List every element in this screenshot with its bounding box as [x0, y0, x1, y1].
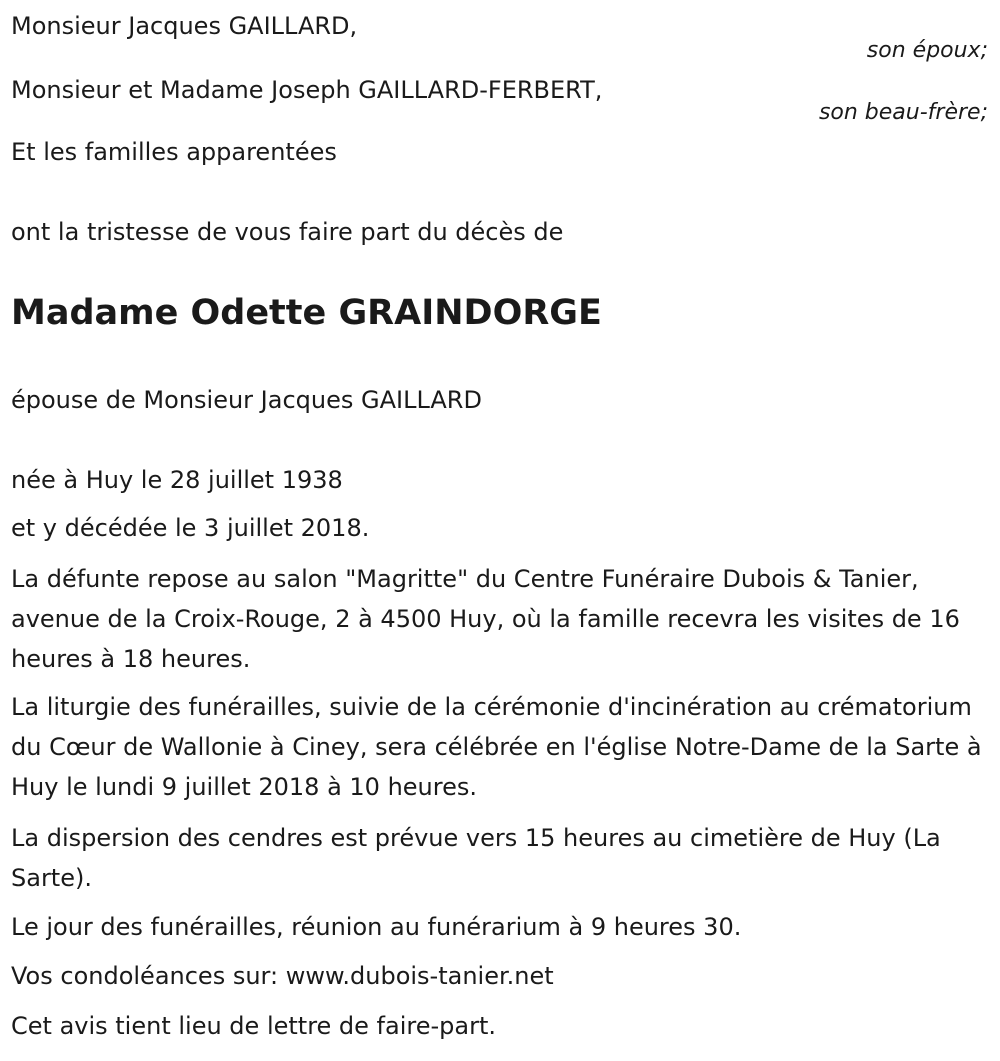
closing-paragraph: Cet avis tient lieu de lettre de faire-part.: [11, 1012, 496, 1040]
related-families: Et les familles apparentées: [11, 138, 337, 166]
condolences-paragraph: Vos condoléances sur: www.dubois-tanier.net: [11, 962, 554, 990]
birth-line: née à Huy le 28 juillet 1938: [11, 466, 343, 494]
death-line: et y décédée le 3 juillet 2018.: [11, 514, 370, 542]
signatory-role: son beau-frère;: [818, 100, 988, 125]
meeting-paragraph: Le jour des funérailles, réunion au funérarium à 9 heures 30.: [11, 913, 742, 941]
spouse-line: épouse de Monsieur Jacques GAILLARD: [11, 386, 482, 414]
funeral-paragraph: La liturgie des funérailles, suivie de la cérémonie d'incinération au crématorium du Cœur de Wallonie à Ciney, sera célébrée en l'église Notre-Dame de la Sarte à Huy le lundi 9 juillet 2018 à 10 heures.: [11, 693, 982, 801]
ashes-paragraph: La dispersion des cendres est prévue vers 15 heures au cimetière de Huy (La Sarte).: [11, 824, 941, 892]
signatory-name: Monsieur et Madame Joseph GAILLARD-FERBERT,: [11, 76, 603, 104]
signatory-role: son époux;: [866, 38, 988, 63]
deceased-name: Madame Odette GRAINDORGE: [11, 293, 602, 333]
signatory-name: Monsieur Jacques GAILLARD,: [11, 12, 358, 40]
visitation-paragraph: La défunte repose au salon "Magritte" du Centre Funéraire Dubois & Tanier, avenue de la Croix-Rouge, 2 à 4500 Huy, où la famille recevra les visites de 16 heures à 18 heures.: [11, 565, 960, 673]
announcement-text: ont la tristesse de vous faire part du décès de: [11, 218, 564, 246]
